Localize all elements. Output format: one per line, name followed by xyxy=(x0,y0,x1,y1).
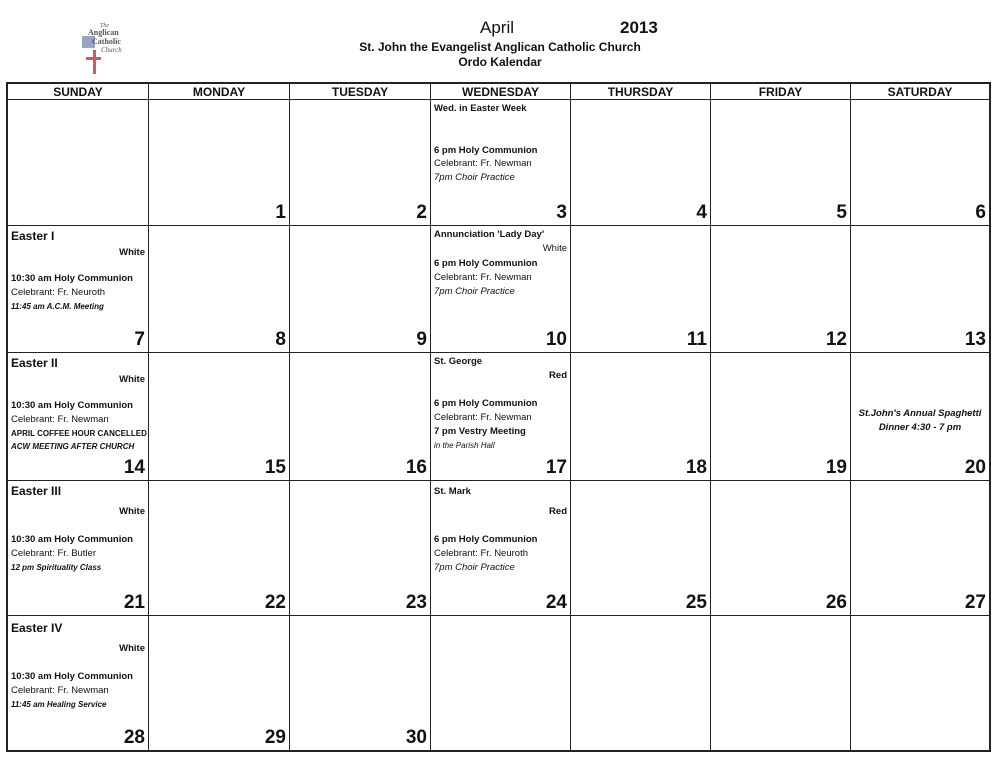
day-cell-16[interactable] xyxy=(290,353,431,481)
date-number: 12 xyxy=(825,329,847,350)
event-title: Easter I xyxy=(11,229,55,243)
day-cell-25[interactable] xyxy=(571,481,711,616)
event-service: 10:30 am Holy Communion xyxy=(11,671,133,682)
day-cell-26[interactable] xyxy=(711,481,851,616)
date-number: 18 xyxy=(685,457,707,478)
date-number: 29 xyxy=(264,727,286,748)
day-cell-1[interactable] xyxy=(149,100,290,226)
day-cell-20[interactable] xyxy=(851,353,989,481)
liturgical-color: White xyxy=(119,643,145,654)
date-number: 21 xyxy=(123,592,145,613)
date-number: 3 xyxy=(556,202,567,223)
day-cell-30[interactable] xyxy=(290,616,431,750)
date-number: 20 xyxy=(964,457,986,478)
day-cell-2[interactable] xyxy=(290,100,431,226)
day-cell-24[interactable] xyxy=(431,481,571,616)
date-number: 7 xyxy=(134,329,145,350)
event-title: St. Mark xyxy=(434,486,471,497)
liturgical-color: White xyxy=(119,506,145,517)
event-note: 11:45 am A.C.M. Meeting xyxy=(11,302,104,311)
event-celebrant: Celebrant: Fr. Newman xyxy=(434,158,532,169)
month-title: April xyxy=(480,18,515,37)
liturgical-color: White xyxy=(119,247,145,258)
day-cell-5[interactable] xyxy=(711,100,851,226)
day-header-saturday: SATURDAY xyxy=(851,84,989,100)
day-cell-14[interactable] xyxy=(8,353,149,481)
day-cell-15[interactable] xyxy=(149,353,290,481)
date-number: 24 xyxy=(545,592,567,613)
day-header-tuesday: TUESDAY xyxy=(290,84,431,100)
day-cell-13[interactable] xyxy=(851,226,989,353)
date-number: 16 xyxy=(405,457,427,478)
event-note: 7pm Choir Practice xyxy=(434,172,515,183)
event-note: 7pm Choir Practice xyxy=(434,562,515,573)
event-service: 6 pm Holy Communion xyxy=(434,145,538,156)
day-cell-11[interactable] xyxy=(571,226,711,353)
date-number: 8 xyxy=(275,329,286,350)
event-celebrant: Celebrant: Fr. Neuroth xyxy=(434,548,528,559)
event-note: 11:45 am Healing Service xyxy=(11,700,107,709)
event-note: 7pm Choir Practice xyxy=(434,286,515,297)
event-service: 6 pm Holy Communion xyxy=(434,534,538,545)
date-number: 5 xyxy=(836,202,847,223)
day-cell-empty xyxy=(431,616,571,750)
day-cell-21[interactable] xyxy=(8,481,149,616)
date-number: 14 xyxy=(123,457,145,478)
liturgical-color: Red xyxy=(549,506,567,517)
day-cell-empty xyxy=(8,100,149,226)
day-cell-18[interactable] xyxy=(571,353,711,481)
church-name: St. John the Evangelist Anglican Catholic Church xyxy=(359,40,641,54)
event-celebrant: Celebrant: Fr. Newman xyxy=(434,272,532,283)
day-header-friday: FRIDAY xyxy=(711,84,851,100)
event-note-location: in the Parish Hall xyxy=(434,441,495,450)
day-cell-3[interactable] xyxy=(431,100,571,226)
date-number: 13 xyxy=(964,329,986,350)
event-title: Easter III xyxy=(11,484,62,498)
day-header-thursday: THURSDAY xyxy=(571,84,711,100)
day-cell-9[interactable] xyxy=(290,226,431,353)
calendar-grid xyxy=(6,82,991,752)
calendar-subtitle: Ordo Kalendar xyxy=(458,55,542,69)
event-note-coffee-hour: APRIL COFFEE HOUR CANCELLED xyxy=(11,429,147,438)
date-number: 1 xyxy=(275,202,286,223)
day-cell-12[interactable] xyxy=(711,226,851,353)
day-cell-27[interactable] xyxy=(851,481,989,616)
event-service: 6 pm Holy Communion xyxy=(434,398,538,409)
day-cell-22[interactable] xyxy=(149,481,290,616)
event-title: Easter II xyxy=(11,356,58,370)
date-number: 9 xyxy=(416,329,427,350)
date-number: 11 xyxy=(686,329,707,350)
event-title: Wed. in Easter Week xyxy=(434,103,527,114)
event-note-acw-meeting: ACW MEETING AFTER CHURCH xyxy=(11,442,135,451)
date-number: 15 xyxy=(264,457,286,478)
event-title: St. George xyxy=(434,356,483,367)
event-celebrant: Celebrant: Fr. Newman xyxy=(11,685,109,696)
date-number: 23 xyxy=(405,592,427,613)
day-cell-29[interactable] xyxy=(149,616,290,750)
day-cell-8[interactable] xyxy=(149,226,290,353)
day-cell-19[interactable] xyxy=(711,353,851,481)
day-header-wednesday: WEDNESDAY xyxy=(431,84,571,100)
event-spaghetti-dinner: St.John's Annual Spaghetti xyxy=(858,408,982,419)
day-cell-6[interactable] xyxy=(851,100,989,226)
event-celebrant: Celebrant: Fr. Newman xyxy=(11,414,109,425)
event-service: 10:30 am Holy Communion xyxy=(11,400,133,411)
event-service: 6 pm Holy Communion xyxy=(434,258,538,269)
logo-text-anglican: Anglican xyxy=(88,28,119,37)
day-cell-7[interactable] xyxy=(8,226,149,353)
liturgical-color: White xyxy=(119,374,145,385)
event-title: Annunciation 'Lady Day' xyxy=(434,229,545,240)
event-celebrant: Celebrant: Fr. Butler xyxy=(11,548,97,559)
date-number: 19 xyxy=(825,457,847,478)
date-number: 10 xyxy=(545,329,567,350)
day-header-sunday: SUNDAY xyxy=(8,84,149,100)
logo-text-catholic: Catholic xyxy=(92,37,121,46)
event-note: 12 pm Spirituality Class xyxy=(11,563,102,572)
date-number: 6 xyxy=(975,202,986,223)
day-cell-4[interactable] xyxy=(571,100,711,226)
event-celebrant: Celebrant: Fr. Newman xyxy=(434,412,532,423)
date-number: 17 xyxy=(545,457,567,478)
date-number: 25 xyxy=(685,592,707,613)
logo-text-church: Church xyxy=(101,46,122,54)
date-number: 2 xyxy=(416,202,427,223)
day-cell-empty xyxy=(711,616,851,750)
event-celebrant: Celebrant: Fr. Neuroth xyxy=(11,287,105,298)
liturgical-color: Red xyxy=(549,370,567,381)
day-header-monday: MONDAY xyxy=(149,84,290,100)
date-number: 26 xyxy=(825,592,847,613)
event-service: 10:30 am Holy Communion xyxy=(11,273,133,284)
year-title: 2013 xyxy=(620,18,658,37)
event-note-vestry: 7 pm Vestry Meeting xyxy=(434,426,526,437)
date-number: 27 xyxy=(964,592,986,613)
day-cell-28[interactable] xyxy=(8,616,149,750)
day-cell-10[interactable] xyxy=(431,226,571,353)
event-title: Easter IV xyxy=(11,621,63,635)
date-number: 4 xyxy=(696,202,707,223)
day-cell-empty xyxy=(571,616,711,750)
event-dinner-time: Dinner 4:30 - 7 pm xyxy=(878,422,962,433)
date-number: 28 xyxy=(123,727,145,748)
day-cell-23[interactable] xyxy=(290,481,431,616)
liturgical-color: White xyxy=(542,243,567,254)
event-service: 10:30 am Holy Communion xyxy=(11,534,133,545)
day-cell-17[interactable] xyxy=(431,353,571,481)
date-number: 22 xyxy=(264,592,286,613)
logo-text-the: The xyxy=(100,23,109,29)
day-cell-empty xyxy=(851,616,989,750)
date-number: 30 xyxy=(405,727,427,748)
